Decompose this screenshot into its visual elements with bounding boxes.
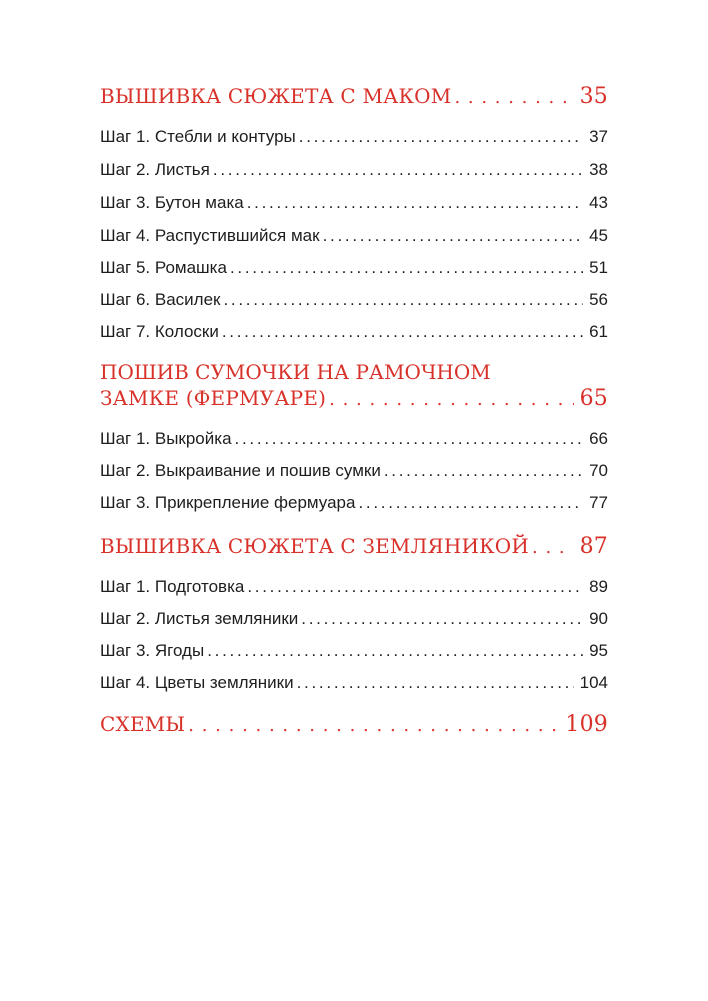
section-page-number: 35 — [579, 84, 608, 109]
toc-entry[interactable] — [100, 673, 608, 693]
toc-section-poppy[interactable] — [100, 84, 608, 109]
entry-page-number: 61 — [589, 322, 608, 341]
section-title-line2: ЗАМКЕ (ФЕРМУАРЕ) — [100, 386, 327, 410]
entry-label: Шаг 2. Листья земляники — [100, 609, 299, 628]
dot-leader — [299, 127, 583, 147]
section-page-number: 65 — [579, 386, 608, 411]
toc-section-schemes[interactable] — [100, 712, 608, 737]
entry-page-number: 95 — [589, 641, 608, 660]
dot-leader — [247, 577, 583, 597]
dot-leader — [207, 641, 583, 661]
dot-leader — [323, 226, 584, 246]
dot-leader — [384, 461, 583, 481]
dot-leader — [532, 537, 574, 558]
entry-label: Шаг 7. Колоски — [100, 322, 219, 341]
entry-label: Шаг 3. Ягоды — [100, 641, 205, 660]
toc-entry[interactable] — [100, 226, 608, 246]
dot-leader — [188, 715, 559, 736]
dot-leader — [247, 193, 583, 213]
entry-label: Шаг 2. Листья — [100, 160, 210, 179]
entry-label: Шаг 1. Подготовка — [100, 577, 245, 596]
entry-label: Шаг 5. Ромашка — [100, 258, 227, 277]
toc-entry[interactable] — [100, 322, 608, 342]
entry-page-number: 70 — [589, 461, 608, 480]
dot-leader — [235, 429, 584, 449]
dot-leader — [297, 673, 574, 693]
entry-label: Шаг 2. Выкраивание и пошив сумки — [100, 461, 381, 480]
entry-page-number: 90 — [589, 609, 608, 628]
entry-label: Шаг 1. Стебли и контуры — [100, 127, 296, 146]
dot-leader — [301, 609, 583, 629]
toc-entry[interactable] — [100, 429, 608, 449]
dot-leader — [358, 493, 583, 513]
section-title: ВЫШИВКА СЮЖЕТА С МАКОМ — [100, 84, 452, 108]
toc-entry[interactable] — [100, 461, 608, 481]
entry-label: Шаг 3. Бутон мака — [100, 193, 244, 212]
toc-entry[interactable] — [100, 493, 608, 513]
entry-page-number: 51 — [589, 258, 608, 277]
entry-label: Шаг 4. Цветы земляники — [100, 673, 294, 692]
entry-page-number: 38 — [589, 160, 608, 179]
entry-label: Шаг 3. Прикрепление фермуара — [100, 493, 356, 512]
dot-leader — [213, 160, 583, 180]
section-title-line1[interactable]: ПОШИВ СУМОЧКИ НА РАМОЧНОМ — [100, 360, 491, 384]
section-title: ВЫШИВКА СЮЖЕТА С ЗЕМЛЯНИКОЙ — [100, 534, 530, 558]
entry-label: Шаг 6. Василек — [100, 290, 221, 309]
entry-label: Шаг 4. Распустившийся мак — [100, 226, 320, 245]
entry-page-number: 43 — [589, 193, 608, 212]
toc-entry[interactable] — [100, 127, 608, 147]
entry-page-number: 104 — [579, 673, 608, 692]
toc-entry[interactable] — [100, 641, 608, 661]
toc-entry[interactable] — [100, 160, 608, 180]
entry-page-number: 45 — [589, 226, 608, 245]
section-page-number: 87 — [579, 534, 608, 559]
toc-entry[interactable] — [100, 258, 608, 278]
entry-page-number: 89 — [589, 577, 608, 596]
entry-page-number: 56 — [589, 290, 608, 309]
toc-section-bag[interactable] — [100, 386, 608, 411]
dot-leader — [223, 290, 583, 310]
toc-entry[interactable] — [100, 577, 608, 597]
toc-entry[interactable] — [100, 609, 608, 629]
section-page-number: 109 — [565, 712, 608, 737]
dot-leader — [230, 258, 583, 278]
toc-section-strawberry[interactable] — [100, 534, 608, 559]
entry-page-number: 77 — [589, 493, 608, 512]
entry-page-number: 66 — [589, 429, 608, 448]
dot-leader — [222, 322, 583, 342]
entry-page-number: 37 — [589, 127, 608, 146]
dot-leader — [329, 389, 573, 410]
dot-leader — [454, 87, 573, 108]
toc-entry[interactable] — [100, 193, 608, 213]
section-title: СХЕМЫ — [100, 712, 186, 736]
entry-label: Шаг 1. Выкройка — [100, 429, 232, 448]
toc-entry[interactable] — [100, 290, 608, 310]
